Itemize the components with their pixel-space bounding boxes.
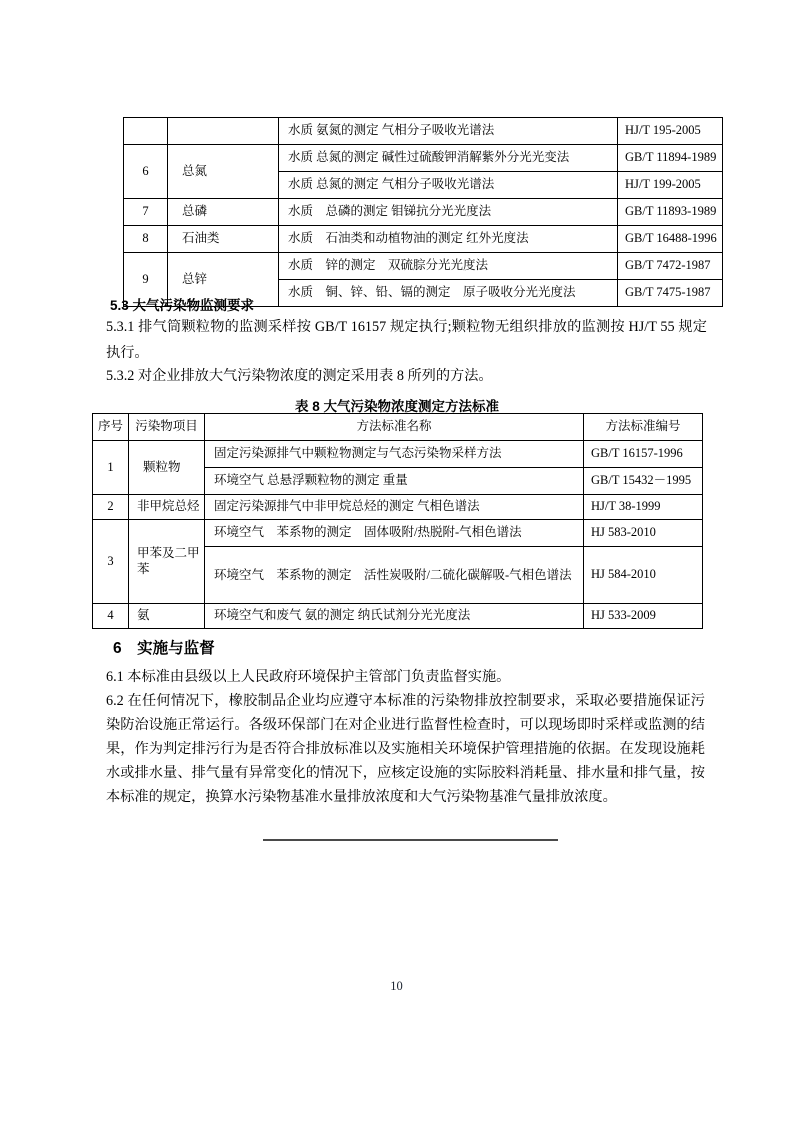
cell-method-code: HJ 583-2010 [584, 520, 703, 547]
table-row [124, 226, 723, 253]
clause-6-1: 6.1 本标准由县级以上人民政府环境保护主管部门负责监督实施。 [106, 669, 511, 685]
cell-index: 2 [93, 495, 129, 520]
cell-method-code: GB/T 7472-1987 [618, 253, 723, 280]
cell-method-name: 环境空气 总悬浮颗粒物的测定 重量 [205, 468, 584, 495]
cell-method-name: 固定污染源排气中非甲烷总烃的测定 气相色谱法 [205, 495, 584, 520]
cell-method-code: GB/T 15432－1995 [584, 468, 703, 495]
cell-method-name: 固定污染源排气中颗粒物测定与气态污染物采样方法 [205, 441, 584, 468]
cell-pollutant: 颗粒物 [129, 441, 205, 495]
cell-method-code: GB/T 11893-1989 [618, 199, 723, 226]
clause-6-2: 6.2 在任何情况下，橡胶制品企业均应遵守本标准的污染物排放控制要求，采取必要措施保证污染防治设施正常运行。各级环保部门在对企业进行监督性检查时，可以现场即时采样或监测的结果，作为判定排污行为是否符合排放标准以及实施相关环境保护管理措施的依据。在发现设施耗水或排水量、排气量有异常变化的情况下，应核定设施的实际胶料消耗量、排水量和排气量，按本标准的规定，换算水污染物基准水量排放浓度和大气污染物基准气量排放浓度。 [106, 693, 705, 805]
cell-pollutant: 氨 [129, 604, 205, 629]
clause-5-3-2: 5.3.2 对企业排放大气污染物浓度的测定采用表 8 所列的方法。 [106, 368, 493, 384]
header-method-name: 方法标准名称 [205, 414, 584, 441]
cell-method-code: HJ/T 195-2005 [618, 118, 723, 145]
cell-pollutant: 甲苯及二甲苯 [129, 520, 205, 604]
section-5-3-heading: 5.3 大气污染物监测要求 [110, 298, 255, 313]
cell-pollutant: 非甲烷总烃 [129, 495, 205, 520]
section-6-heading: 6 实施与监督 [113, 640, 215, 657]
cell-index: 3 [93, 520, 129, 604]
cell-index [124, 118, 168, 145]
table-row [124, 118, 723, 145]
cell-pollutant [168, 118, 279, 145]
cell-index: 6 [124, 145, 168, 199]
cell-method-name: 水质 总氮的测定 气相分子吸收光谱法 [279, 172, 618, 199]
cell-index: 8 [124, 226, 168, 253]
cell-method-code: HJ/T 38-1999 [584, 495, 703, 520]
cell-index: 9 [124, 253, 168, 307]
cell-method-name: 环境空气 苯系物的测定 固体吸附/热脱附-气相色谱法 [205, 520, 584, 547]
cell-method-name: 环境空气 苯系物的测定 活性炭吸附/二硫化碳解吸-气相色谱法 [205, 547, 584, 604]
cell-method-name: 水质 氨氮的测定 气相分子吸收光谱法 [279, 118, 618, 145]
cell-method-name: 水质 总氮的测定 碱性过硫酸钾消解紫外分光光变法 [279, 145, 618, 172]
cell-method-code: GB/T 16157-1996 [584, 441, 703, 468]
table-row [124, 145, 723, 172]
header-pollutant: 污染物项目 [129, 414, 205, 441]
clause-5-3-1: 5.3.1 排气筒颗粒物的监测采样按 GB/T 16157 规定执行;颗粒物无组织排放的监测按 HJ/T 55 规定执行。 [106, 319, 707, 361]
cell-pollutant: 总磷 [168, 199, 279, 226]
cell-pollutant: 石油类 [168, 226, 279, 253]
table-row [93, 604, 703, 629]
water-pollutant-methods-table [123, 117, 723, 307]
cell-method-name: 水质 锌的测定 双硫腙分光光度法 [279, 253, 618, 280]
cell-method-code: GB/T 7475-1987 [618, 280, 723, 307]
cell-method-code: HJ/T 199-2005 [618, 172, 723, 199]
header-index: 序号 [93, 414, 129, 441]
cell-method-code: HJ 584-2010 [584, 547, 703, 604]
table-header-row [93, 414, 703, 441]
page-number: 10 [390, 979, 403, 993]
table-row [93, 495, 703, 520]
cell-method-code: GB/T 11894-1989 [618, 145, 723, 172]
cell-index: 7 [124, 199, 168, 226]
cell-index: 1 [93, 441, 129, 495]
cell-method-name: 水质 石油类和动植物油的测定 红外光度法 [279, 226, 618, 253]
table-row [124, 253, 723, 280]
table-row [124, 199, 723, 226]
cell-method-name: 环境空气和废气 氨的测定 纳氏试剂分光光度法 [205, 604, 584, 629]
table-8-title: 表 8 大气污染物浓度测定方法标准 [294, 399, 499, 414]
air-pollutant-methods-table [92, 413, 703, 629]
cell-pollutant: 总氮 [168, 145, 279, 199]
cell-pollutant: 总锌 [168, 253, 279, 307]
cell-method-name: 水质 总磷的测定 钼锑抗分光光度法 [279, 199, 618, 226]
table-row [93, 441, 703, 468]
cell-index: 4 [93, 604, 129, 629]
footnote-divider [263, 839, 558, 841]
cell-method-code: HJ 533-2009 [584, 604, 703, 629]
table-row [93, 520, 703, 547]
header-method-code: 方法标准编号 [584, 414, 703, 441]
cell-method-name: 水质 铜、锌、铅、镉的测定 原子吸收分光光度法 [279, 280, 618, 307]
cell-method-code: GB/T 16488-1996 [618, 226, 723, 253]
